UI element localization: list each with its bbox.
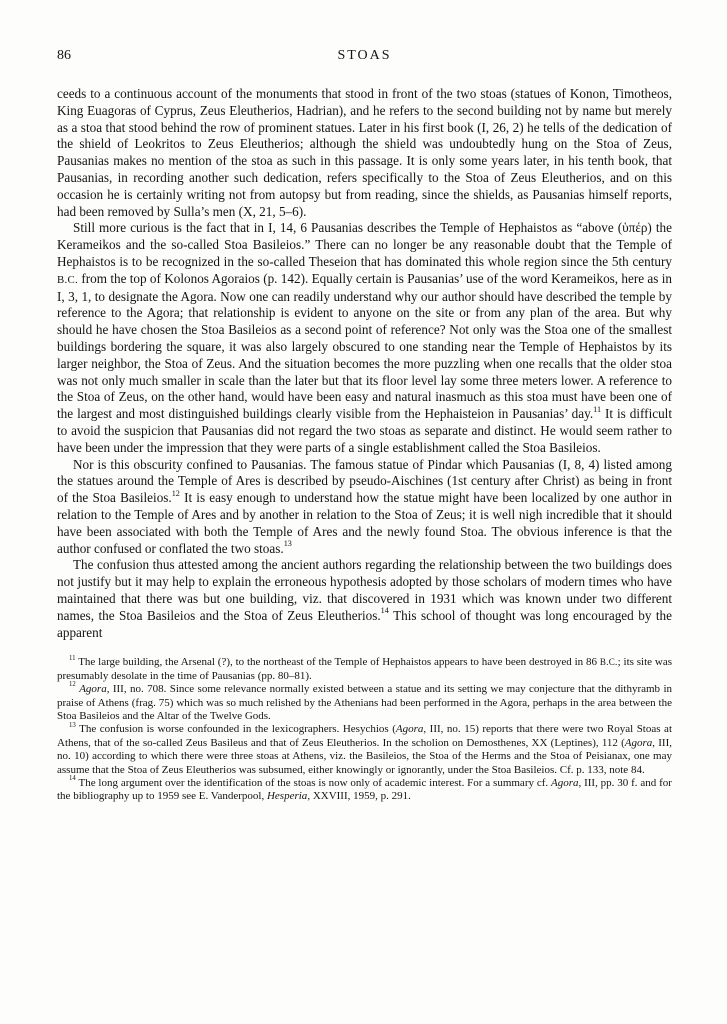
body-paragraph-3: Nor is this obscurity confined to Pausanias. The famous statue of Pindar which Pausanias (I, 8, 4) listed among the statues around the Temple of Ares is described by pseudo-Aischines (1st century after Christ) as being in front of the Stoa Basileios.$^{12}$ It is easy enough to understand how the statue might have been localized by one author in relation to the Temple of Ares and by another in relation to the Stoa of Zeus; it is well nigh incredible that it should have been associated with both the Temple of Ares and the newly found Stoa. The obvious inference is that the author confused or conflated the two stoas.$^{13}$: [57, 456, 672, 556]
footnote-12: $^{12}$ Agora, III, no. 708. Since some relevance normally existed between a statue and its setting we may conjecture that the dithyramb in praise of Athens (frag. 75) which was so much relished by the Athenians had been performed in the Agora, perhaps in the area between the Stoa Basileios and the Altar of the Twelve Gods.: [57, 681, 673, 722]
footnotes-block: [57, 656, 672, 803]
page-number: 86: [57, 48, 71, 63]
footnote-14: $^{14}$ The long argument over the identification of the stoas is now only of academic interest. For a summary cf. Agora, III, pp. 30 f. and for the bibliography up to 1959 see E. Vanderpool, Hesperia, XXVIII, 1959, p. 291.: [57, 775, 672, 803]
body-text: [57, 86, 672, 641]
body-paragraph-1: ceeds to a continuous account of the monuments that stood in front of the two stoas (statues of Konon, Timotheos, King Euagoras of Cyprus, Zeus Eleutherios, Hadrian), and he refers to the second building not by name but merely as a stoa that stood behind the row of prominent statues. Later in his first book (I, 26, 2) he tells of the dedication of the shield of Leokritos to Zeus Eleutherios; although the shield was undoubtedly hung on the Stoa of Zeus, Pausanias makes no mention of the stoa as such in this passage. It is only some years later, in his tenth book, that Pausanias, in recording another such dedication, refers specifically to the Stoa of Zeus Eleutherios, and on this occasion he is certainly writing not from autopsy but from reading, since the shields, as Pausanias himself reports, had been removed by Sulla’s men (X, 21, 5–6).: [57, 86, 672, 219]
footnote-11: $^{11}$ The large building, the Arsenal (?), to the northeast of the Temple of Hephaistos appears to have been destroyed in 86 B.C.; its site was presumably desolate in the time of Pausanias (pp. 80–81).: [57, 654, 672, 682]
body-paragraph-2: Still more curious is the fact that in I, 14, 6 Pausanias describes the Temple of Hephaistos as “above (ὑπέρ) the Kerameikos and the so-called Stoa Basileios.” There can no longer be any reasonable doubt that the Temple of Hephaistos is to be recognized in the so-called Theseion that has dominated this whole region since the 5th century B.C. from the top of Kolonos Agoraios (p. 142). Equally certain is Pausanias’ use of the word Kerameikos, here as in I, 3, 1, to designate the Agora. Now one can readily understand why our author should have described the temple by reference to the Agora; that relationship is evident to anyone on the site or from any plan of the area. But why should he have chosen the Stoa Basileios as a second point of reference? Not only was the Stoa one of the smallest buildings bordering the square, it was also largely obscured to one standing near the Temple of Hephaistos by its larger neighbor, the Stoa of Zeus. And the situation becomes the more puzzling when one recalls that the older stoa was not only much smaller in scale than the later but that its floor level lay some three meters lower. A reference to the Stoa of Zeus, on the other hand, would have been easy and natural inasmuch as this stoa must have been one of the largest and most distinguished buildings clearly visible from the Hephaisteion in Pausanias’ day.$^{11}$ It is difficult to avoid the suspicion that Pausanias did not regard the two stoas as separate and distinct. He would seem rather to have been under the impression that they were parts of a single establishment called the Stoa Basileios.: [57, 220, 673, 455]
body-paragraph-4: The confusion thus attested among the ancient authors regarding the relationship between the two buildings does not justify but it may help to explain the erroneous hypothesis adopted by those scholars of modern times who have maintained that there was but one building, viz. that discovered in 1931 which was known under two different names, the Stoa Basileios and the Stoa of Zeus Eleutherios.$^{14}$ This school of thought was long encouraged by the apparent: [57, 557, 672, 640]
footnote-13: $^{13}$ The confusion is worse confounded in the lexicographers. Hesychios (Agora, III, no. 15) reports that there were two Royal Stoas at Athens, that of the so-called Zeus Basileus and that of Zeus Eleutherios. In the scholion on Demosthenes, XX (Leptines), 112 (Agora, III, no. 10) according to which there were three stoas at Athens, viz. the Basileios, the Stoa of the Herms and the Stoa of Peisianax, one may assume that the Stoa of Zeus Eleutherios was subsumed, either knowingly or ignorantly, under the Stoa Basileios. Cf. p. 133, note 84.: [57, 721, 672, 776]
page-header: [57, 48, 672, 66]
running-title: STOAS: [337, 48, 392, 63]
